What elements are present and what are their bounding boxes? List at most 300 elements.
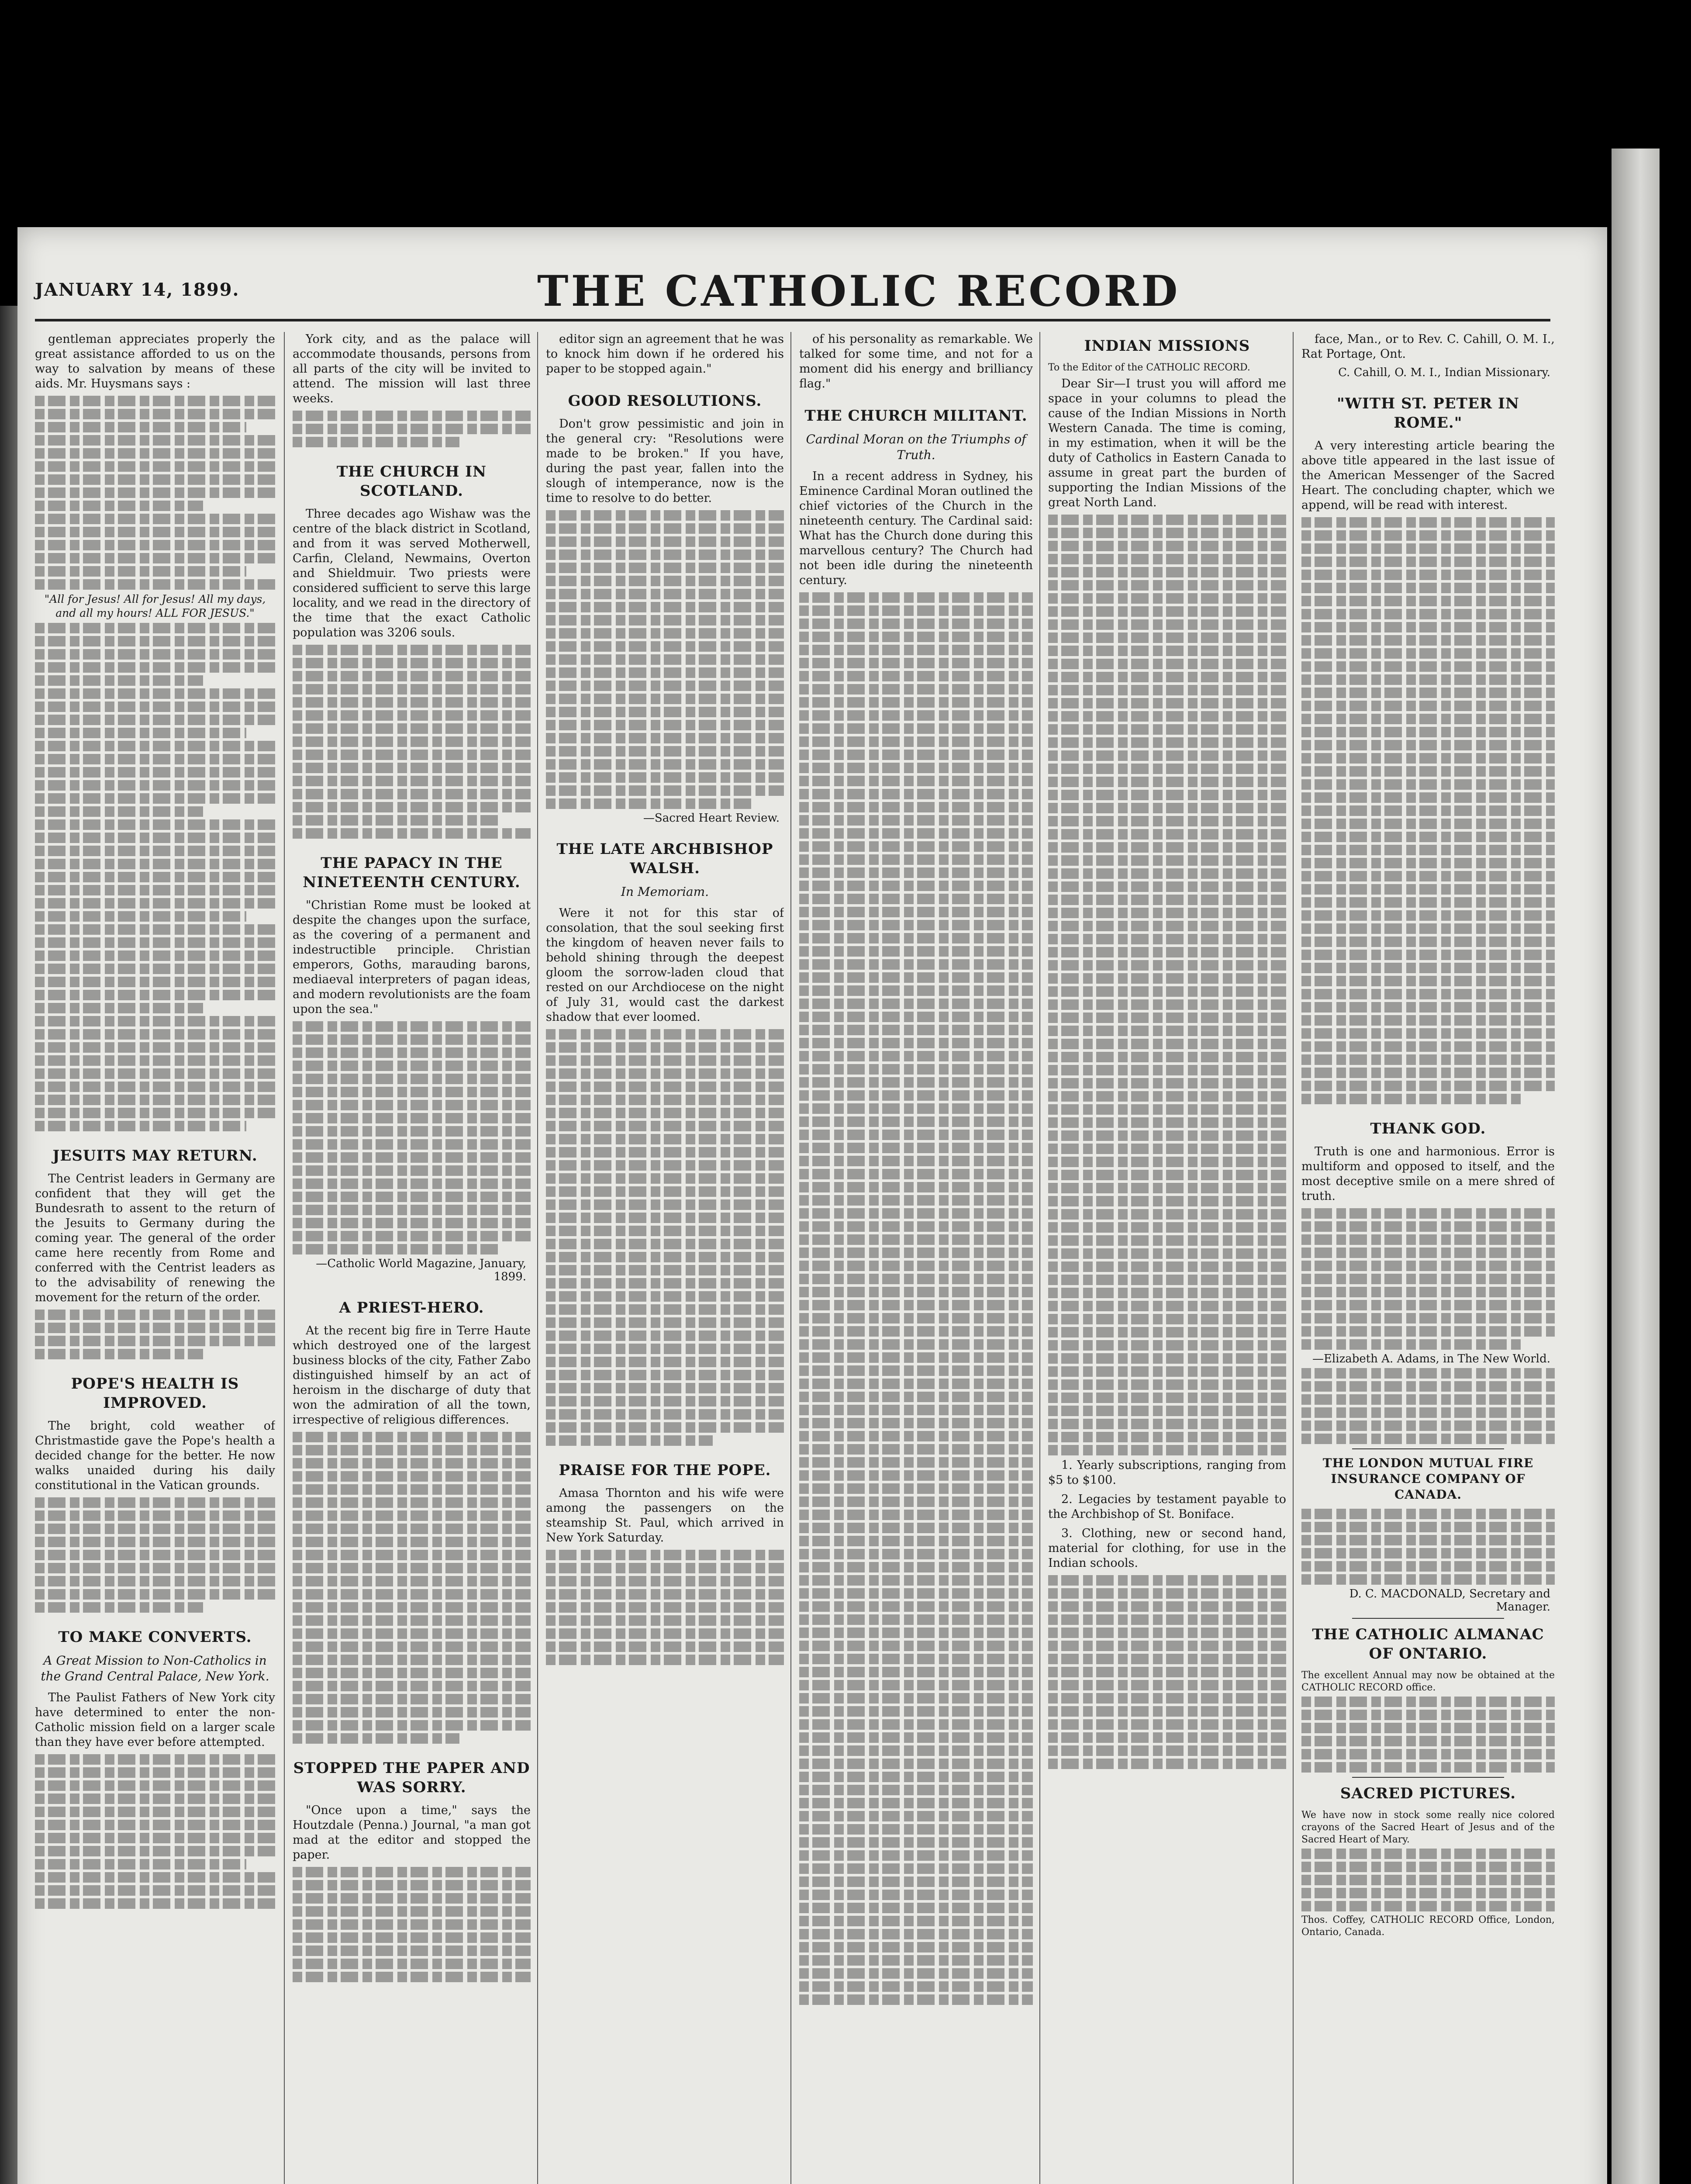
text-line bbox=[35, 540, 275, 550]
text-line bbox=[1048, 1693, 1286, 1704]
text-line bbox=[799, 1156, 1033, 1166]
list-item: 2. Legacies by testament payable to the Archbishop of St. Boniface. bbox=[1048, 1493, 1286, 1521]
text-line bbox=[799, 1208, 1033, 1219]
text-line bbox=[1301, 622, 1555, 632]
text-line bbox=[35, 1349, 203, 1359]
text-line bbox=[35, 1068, 275, 1079]
text-line bbox=[799, 1680, 1033, 1690]
column-divider bbox=[1293, 332, 1294, 2184]
text-line bbox=[1301, 1888, 1555, 1898]
text-line bbox=[293, 1524, 531, 1534]
headline-insurance: THE LONDON MUTUAL FIRE INSURANCE COMPANY OF CANADA. bbox=[1322, 1456, 1534, 1502]
text-line bbox=[546, 694, 784, 704]
text-line bbox=[1301, 1875, 1555, 1885]
text-line bbox=[546, 523, 784, 534]
text-line bbox=[1048, 921, 1286, 931]
text-line bbox=[1301, 858, 1555, 868]
text-line bbox=[546, 1344, 784, 1354]
text-line bbox=[35, 1042, 275, 1053]
text-line bbox=[546, 1317, 784, 1328]
text-line bbox=[35, 1336, 275, 1346]
text-line bbox=[546, 1239, 784, 1249]
text-line bbox=[546, 602, 784, 612]
headline-priest-hero: A PRIEST-HERO. bbox=[339, 1299, 484, 1317]
text-line bbox=[35, 950, 275, 961]
text-line bbox=[1301, 1015, 1555, 1026]
text-line bbox=[799, 1628, 1033, 1638]
text-line bbox=[35, 964, 275, 974]
text-line bbox=[1048, 1719, 1286, 1730]
text-line bbox=[799, 1326, 1033, 1337]
text-line bbox=[799, 1365, 1033, 1376]
text-line bbox=[1301, 976, 1555, 986]
text-line bbox=[293, 1550, 531, 1560]
text-line bbox=[35, 819, 275, 830]
text-line bbox=[1048, 646, 1286, 656]
text-line bbox=[293, 1707, 531, 1717]
text-line bbox=[1301, 1248, 1555, 1258]
text-line bbox=[1048, 685, 1286, 695]
text-line bbox=[799, 1221, 1033, 1232]
text-line bbox=[799, 1785, 1033, 1795]
text-line bbox=[799, 1483, 1033, 1494]
subheadline: In Memoriam. bbox=[621, 885, 709, 899]
text-line bbox=[293, 1445, 531, 1455]
text-line bbox=[35, 1121, 246, 1131]
text-line bbox=[293, 1231, 531, 1241]
article-text: The Paulist Fathers of New York city have determined to enter the non-Catholic mission field on a larger scale than they have ever before attempted. bbox=[35, 1691, 275, 1749]
text-line bbox=[293, 1165, 531, 1176]
text-line bbox=[546, 1265, 784, 1275]
text-line bbox=[799, 1863, 1033, 1874]
text-line bbox=[293, 1458, 531, 1469]
text-line bbox=[546, 1589, 784, 1600]
text-line bbox=[35, 461, 275, 472]
headline-converts: TO MAKE CONVERTS. bbox=[58, 1628, 252, 1646]
text-line bbox=[1301, 1548, 1555, 1559]
advert-address: Thos. Coffey, CATHOLIC RECORD Office, London, Ontario, Canada. bbox=[1301, 1914, 1555, 1938]
text-line bbox=[293, 750, 531, 760]
text-line bbox=[293, 1946, 531, 1956]
text-line bbox=[35, 806, 203, 817]
article-text: The bright, cold weather of Christmastide gave the Pope's health a decided change for the better. He now walks unaided during his daily constitutional in the Vatican grounds. bbox=[35, 1419, 275, 1492]
text-line bbox=[799, 985, 1033, 996]
text-line bbox=[35, 728, 246, 738]
text-line bbox=[35, 1807, 275, 1817]
text-line bbox=[35, 937, 275, 948]
article-text: Dear Sir—I trust you will afford me space in your columns to plead the cause of the Indian Missions in North Western Canada. The time is coming, in my estimation, when it will be the duty of Catholics in Eastern Canada to assume in great part the burden of supporting the Indian Missions of the great North Land. bbox=[1048, 377, 1286, 509]
text-line bbox=[546, 654, 784, 665]
text-line bbox=[35, 977, 275, 987]
text-line bbox=[35, 1602, 203, 1613]
text-line bbox=[35, 898, 275, 909]
article-text: A very interesting article bearing the above title appeared in the last issue of the American Messenger of the Sacred Heart. The concluding chapter, which we append, will be read with interest. bbox=[1301, 439, 1555, 512]
text-line bbox=[1048, 1379, 1286, 1390]
text-line bbox=[1048, 528, 1286, 538]
text-line bbox=[799, 1824, 1033, 1835]
column-1 bbox=[35, 332, 275, 2184]
text-line bbox=[35, 715, 275, 725]
text-line bbox=[1048, 1117, 1286, 1128]
headline-indian-missions: INDIAN MISSIONS bbox=[1084, 337, 1250, 355]
text-line bbox=[799, 946, 1033, 957]
text-line bbox=[293, 1047, 531, 1058]
text-line bbox=[1301, 1420, 1555, 1431]
text-line bbox=[799, 815, 1033, 826]
text-line bbox=[799, 1405, 1033, 1415]
text-line bbox=[799, 1903, 1033, 1913]
text-line bbox=[799, 763, 1033, 773]
text-line bbox=[1048, 803, 1286, 813]
text-line bbox=[1301, 1862, 1555, 1872]
text-line bbox=[1048, 1340, 1286, 1351]
text-line bbox=[1048, 1366, 1286, 1377]
headline-scotland: THE CHURCH IN SCOTLAND. bbox=[336, 463, 487, 500]
text-line bbox=[1301, 792, 1555, 803]
text-line bbox=[293, 1641, 531, 1652]
column-5 bbox=[1048, 332, 1286, 2184]
text-line bbox=[293, 1919, 531, 1930]
text-line bbox=[1301, 583, 1555, 593]
text-line bbox=[1301, 517, 1555, 528]
text-line bbox=[293, 684, 531, 695]
text-line bbox=[1301, 1522, 1555, 1532]
letter-salutation: To the Editor of the CATHOLIC RECORD. bbox=[1048, 362, 1250, 373]
text-line bbox=[799, 592, 1033, 603]
text-line bbox=[799, 1549, 1033, 1559]
text-line bbox=[799, 1038, 1033, 1048]
text-line bbox=[35, 1016, 275, 1026]
text-line bbox=[799, 802, 1033, 812]
text-line bbox=[799, 1418, 1033, 1428]
text-line bbox=[1048, 1445, 1286, 1455]
text-line bbox=[1301, 950, 1555, 960]
text-line bbox=[546, 1134, 784, 1144]
text-line bbox=[1048, 1654, 1286, 1664]
headline-jesuits: JESUITS MAY RETURN. bbox=[52, 1147, 258, 1165]
text-line bbox=[293, 1074, 531, 1084]
text-line bbox=[35, 1310, 275, 1320]
text-line bbox=[799, 1064, 1033, 1075]
text-line bbox=[546, 1095, 784, 1105]
text-line bbox=[1048, 1406, 1286, 1416]
text-line bbox=[799, 1431, 1033, 1441]
text-line bbox=[293, 658, 531, 668]
text-line bbox=[35, 409, 275, 419]
text-line bbox=[1048, 659, 1286, 669]
text-line bbox=[799, 605, 1033, 616]
article-text: At the recent big fire in Terre Haute which destroyed one of the largest business blocks of the city, Father Zabo distinguished himself by an act of heroism in the discharge of duty that won the admiration of all the town, irrespective of religious differences. bbox=[293, 1324, 531, 1427]
text-line bbox=[1048, 724, 1286, 735]
headline-almanac: THE CATHOLIC ALMANAC OF ONTARIO. bbox=[1312, 1626, 1544, 1662]
text-line bbox=[1301, 753, 1555, 764]
text-line bbox=[35, 754, 275, 764]
text-line bbox=[546, 1550, 784, 1560]
text-line bbox=[35, 1589, 275, 1600]
text-line bbox=[35, 1794, 275, 1804]
text-line bbox=[546, 628, 784, 639]
text-line bbox=[1048, 1209, 1286, 1220]
text-line bbox=[546, 1330, 784, 1341]
text-line bbox=[1048, 1183, 1286, 1193]
text-line bbox=[799, 658, 1033, 668]
text-line bbox=[1301, 1234, 1555, 1245]
text-line bbox=[35, 1055, 275, 1066]
newspaper-title: THE CATHOLIC RECORD bbox=[537, 266, 1180, 316]
subheadline: A Great Mission to Non-Catholics in the Grand Central Palace, New York. bbox=[41, 1653, 269, 1683]
text-line bbox=[1048, 881, 1286, 892]
text-line bbox=[799, 1195, 1033, 1206]
headline-archbishop-walsh: THE LATE ARCHBISHOP WALSH. bbox=[556, 840, 773, 877]
text-line bbox=[799, 841, 1033, 852]
text-line bbox=[35, 1820, 275, 1830]
text-line bbox=[1048, 1588, 1286, 1599]
column-divider bbox=[537, 332, 538, 2184]
text-line bbox=[1301, 845, 1555, 855]
article-text: In a recent address in Sydney, his Eminence Cardinal Moran outlined the chief victories of the Church in the nineteenth century. The Cardinal said: What has the Church done during this marvellous century? The Church had not been idle during the nineteenth century. bbox=[799, 470, 1033, 587]
text-line bbox=[546, 759, 784, 770]
text-line bbox=[1048, 1144, 1286, 1154]
signature: C. Cahill, O. M. I., Indian Missionary. bbox=[1338, 366, 1550, 379]
text-line bbox=[35, 1767, 275, 1778]
text-line bbox=[799, 1090, 1033, 1101]
column-divider bbox=[790, 332, 791, 2184]
article-text: "Christian Rome must be looked at despite the changes upon the surface, as the covering of a permanent and indestructible principle. Christian emperors, Goths, marauding barons, mediaeval interpreters of pagan ideas, and modern revolutionists are the foam upon the sea." bbox=[293, 898, 531, 1016]
text-line bbox=[546, 1435, 713, 1446]
text-line bbox=[293, 1733, 459, 1744]
text-line bbox=[1301, 963, 1555, 973]
text-line bbox=[1301, 727, 1555, 737]
text-line bbox=[1048, 1288, 1286, 1298]
text-line bbox=[799, 1077, 1033, 1088]
text-line bbox=[1048, 1301, 1286, 1311]
text-line bbox=[1301, 766, 1555, 777]
text-line bbox=[799, 1130, 1033, 1140]
text-line bbox=[799, 1614, 1033, 1625]
article-text: Amasa Thornton and his wife were among the passengers on the steamship St. Paul, which arrived in New York Saturday. bbox=[546, 1486, 784, 1545]
text-line bbox=[799, 1654, 1033, 1664]
text-line bbox=[35, 846, 275, 856]
text-line bbox=[546, 707, 784, 717]
text-line bbox=[799, 1601, 1033, 1612]
text-line bbox=[546, 733, 784, 743]
text-line bbox=[1048, 816, 1286, 826]
text-line bbox=[1048, 1275, 1286, 1285]
text-line bbox=[1048, 934, 1286, 944]
text-line bbox=[1301, 897, 1555, 908]
text-line bbox=[799, 1929, 1033, 1939]
text-line bbox=[799, 920, 1033, 930]
text-line bbox=[293, 411, 531, 421]
text-line bbox=[799, 671, 1033, 681]
text-line bbox=[799, 1234, 1033, 1245]
text-line bbox=[799, 1287, 1033, 1297]
text-line bbox=[1048, 1170, 1286, 1180]
text-line bbox=[1048, 580, 1286, 591]
text-line bbox=[1301, 884, 1555, 895]
text-line bbox=[35, 1108, 275, 1118]
text-line bbox=[1048, 986, 1286, 997]
text-line bbox=[1048, 842, 1286, 853]
text-line bbox=[799, 1470, 1033, 1481]
text-line bbox=[35, 1833, 275, 1843]
text-line bbox=[293, 1720, 531, 1731]
text-line bbox=[35, 1859, 246, 1870]
text-line bbox=[1048, 1314, 1286, 1324]
article-text: gentleman appreciates properly the great assistance afforded to us on the way to salvation by means of these aids. Mr. Huysmans says : bbox=[35, 332, 275, 390]
text-line bbox=[1301, 1561, 1555, 1572]
text-line bbox=[546, 1409, 784, 1420]
text-line bbox=[546, 1173, 784, 1184]
text-line bbox=[1301, 1901, 1555, 1911]
text-line bbox=[293, 1205, 531, 1215]
text-line bbox=[1048, 1759, 1286, 1769]
text-line bbox=[1048, 1248, 1286, 1259]
text-line bbox=[1048, 1614, 1286, 1625]
text-line bbox=[799, 1745, 1033, 1756]
text-line bbox=[799, 645, 1033, 655]
text-line bbox=[799, 1523, 1033, 1533]
text-line bbox=[546, 1068, 784, 1079]
column-divider bbox=[1039, 332, 1040, 2184]
text-line bbox=[546, 1278, 784, 1289]
text-line bbox=[1048, 764, 1286, 774]
text-line bbox=[1048, 855, 1286, 866]
text-line bbox=[1301, 740, 1555, 750]
headline-church-militant: THE CHURCH MILITANT. bbox=[804, 407, 1028, 425]
text-line bbox=[799, 1274, 1033, 1284]
headline-sacred-pictures: SACRED PICTURES. bbox=[1340, 1785, 1516, 1802]
text-line bbox=[1048, 1575, 1286, 1586]
text-line bbox=[293, 1471, 531, 1482]
text-line bbox=[293, 1694, 531, 1704]
text-line bbox=[35, 872, 275, 882]
text-line bbox=[293, 1152, 531, 1163]
text-line bbox=[799, 1025, 1033, 1035]
signature: D. C. MACDONALD, Secretary and Manager. bbox=[1349, 1587, 1550, 1614]
text-line bbox=[293, 815, 502, 826]
text-line bbox=[1048, 1706, 1286, 1717]
text-line bbox=[799, 1850, 1033, 1861]
text-line bbox=[293, 1576, 531, 1586]
text-line bbox=[35, 1898, 275, 1909]
article-text: Truth is one and harmonious. Error is multiform and opposed to itself, and the most deceptive smile on a mere shred of truth. bbox=[1301, 1145, 1555, 1203]
headline-resolutions: GOOD RESOLUTIONS. bbox=[568, 392, 762, 410]
text-line bbox=[35, 911, 246, 922]
text-line bbox=[35, 501, 203, 511]
text-line bbox=[799, 736, 1033, 747]
text-line bbox=[1048, 1393, 1286, 1403]
text-line bbox=[1301, 1749, 1555, 1759]
text-line bbox=[35, 623, 275, 633]
text-line bbox=[293, 710, 531, 721]
text-line bbox=[293, 1484, 531, 1495]
text-line bbox=[35, 422, 246, 432]
text-line bbox=[35, 780, 275, 791]
text-line bbox=[293, 1034, 531, 1045]
text-line bbox=[546, 1576, 784, 1586]
text-line bbox=[546, 1108, 784, 1118]
text-line bbox=[1048, 1667, 1286, 1677]
text-line bbox=[1048, 908, 1286, 918]
text-line bbox=[546, 576, 784, 586]
text-line bbox=[1048, 1039, 1286, 1049]
text-line bbox=[546, 746, 784, 757]
text-line bbox=[546, 798, 756, 809]
advert-text: The excellent Annual may now be obtained at the CATHOLIC RECORD office. bbox=[1301, 1670, 1555, 1693]
text-line bbox=[35, 1003, 203, 1013]
text-line bbox=[1301, 1407, 1555, 1418]
text-line bbox=[35, 1563, 275, 1573]
text-line bbox=[546, 563, 784, 573]
text-line bbox=[546, 510, 784, 521]
text-line bbox=[1048, 1327, 1286, 1337]
text-line bbox=[1048, 973, 1286, 984]
advert-text: We have now in stock some really nice colored crayons of the Sacred Heart of Jesus and of the Sacred Heart of Mary. bbox=[1301, 1810, 1555, 1845]
text-line bbox=[1301, 1274, 1555, 1284]
text-line bbox=[1048, 1130, 1286, 1141]
text-line bbox=[1048, 672, 1286, 682]
text-line bbox=[546, 1252, 784, 1262]
text-line bbox=[1048, 632, 1286, 643]
text-line bbox=[293, 1628, 531, 1639]
text-line bbox=[1048, 606, 1286, 617]
text-line bbox=[35, 1524, 275, 1534]
text-line bbox=[1048, 960, 1286, 971]
text-line bbox=[799, 684, 1033, 695]
text-line bbox=[293, 424, 531, 434]
text-line bbox=[799, 972, 1033, 983]
text-line bbox=[1048, 711, 1286, 722]
text-line bbox=[1048, 829, 1286, 840]
text-line bbox=[293, 1867, 531, 1877]
column-2 bbox=[293, 332, 531, 2184]
text-line bbox=[799, 1876, 1033, 1887]
text-line bbox=[799, 1562, 1033, 1572]
text-line bbox=[1301, 1535, 1555, 1545]
text-line bbox=[1301, 1381, 1555, 1392]
text-line bbox=[546, 1602, 784, 1613]
text-line bbox=[293, 1021, 531, 1032]
text-line bbox=[293, 776, 531, 786]
text-line bbox=[35, 702, 275, 712]
text-line bbox=[546, 1029, 784, 1040]
text-line bbox=[35, 1576, 275, 1586]
text-line bbox=[799, 1051, 1033, 1061]
masthead-rule bbox=[35, 319, 1550, 321]
text-line bbox=[799, 750, 1033, 760]
text-line bbox=[293, 1100, 531, 1110]
text-line bbox=[799, 632, 1033, 642]
text-line bbox=[293, 1218, 531, 1228]
text-line bbox=[799, 1103, 1033, 1114]
text-line bbox=[35, 1497, 275, 1508]
text-line bbox=[1048, 999, 1286, 1010]
headline-praise-pope: PRAISE FOR THE POPE. bbox=[559, 1462, 771, 1479]
text-line bbox=[35, 514, 275, 524]
text-line bbox=[1301, 871, 1555, 881]
text-line bbox=[1301, 1736, 1555, 1746]
article-source: —Sacred Heart Review. bbox=[643, 812, 780, 825]
section-divider bbox=[1352, 1777, 1504, 1778]
text-line bbox=[293, 1497, 531, 1508]
text-line bbox=[799, 1798, 1033, 1808]
text-line bbox=[799, 999, 1033, 1009]
text-line bbox=[1301, 556, 1555, 567]
text-line bbox=[1048, 895, 1286, 905]
text-line bbox=[293, 736, 531, 747]
text-line bbox=[1301, 596, 1555, 606]
